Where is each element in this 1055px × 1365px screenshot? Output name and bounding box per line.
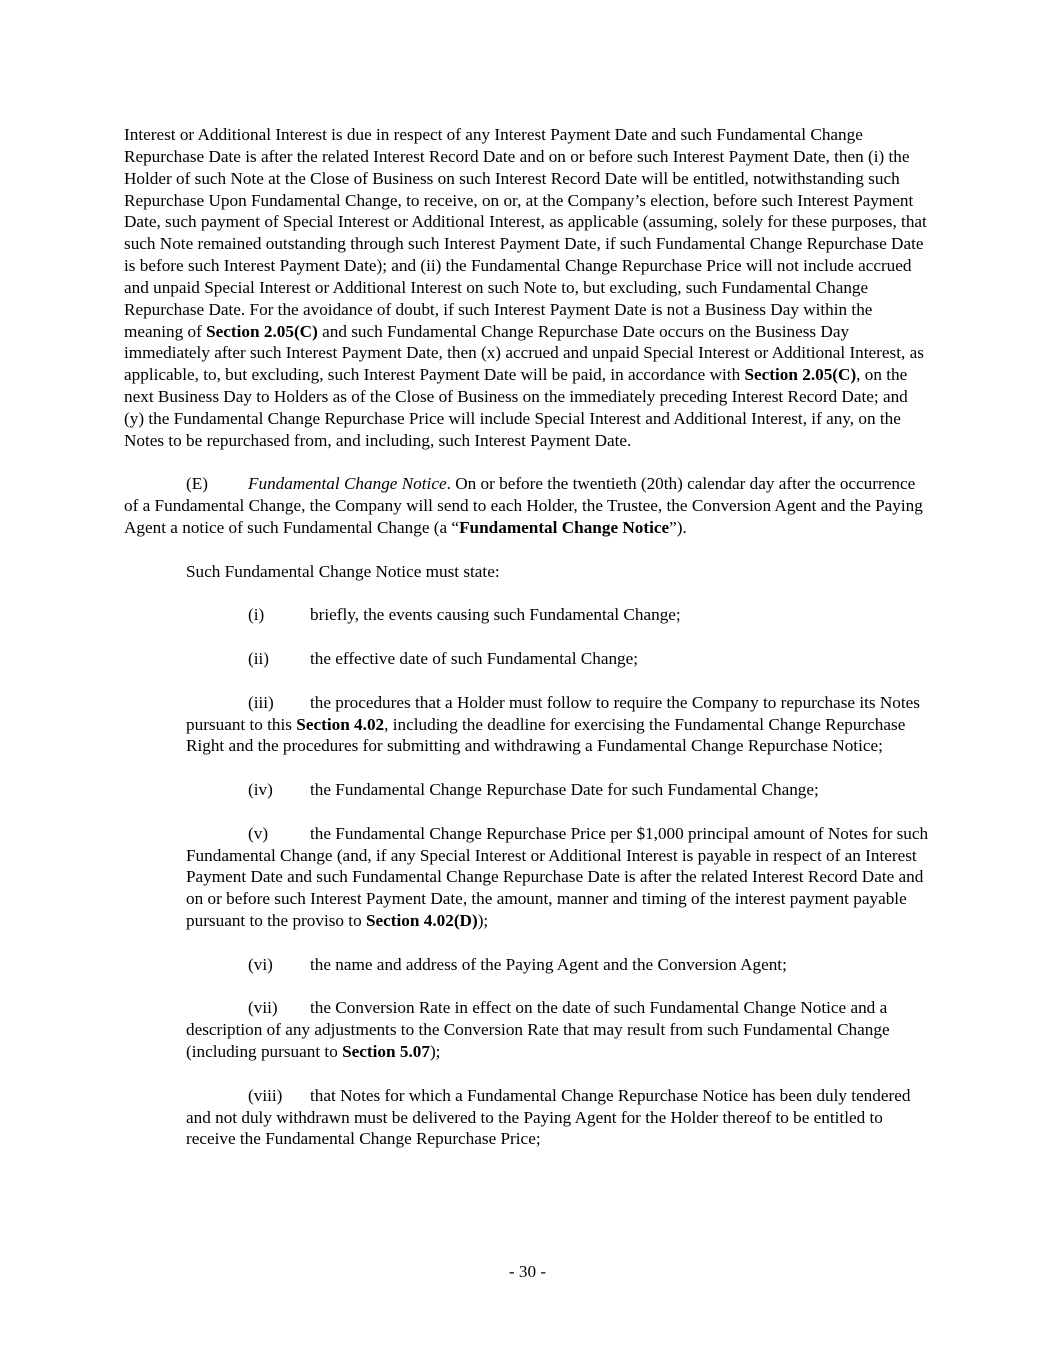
- paragraph-text: Interest or Additional Interest is due in respect of any Interest Payment Date and such Fundamental Change Repurchase Date is after the related Interest Record Date and on or before such Interest Payment Date, then (i) the Holder of such Note at the Close of Business on such Interest Record Date will be entitled, notwithstanding such Repurchase Upon Fundamental Change, to receive, on or, at the Company’s election, before such Interest Payment Date, such payment of Special Interest or Additional Interest, as applicable (assuming, solely for these purposes, that such Note remained outstanding through such Interest Payment Date, if such Fundamental Change Repurchase Date is before such Interest Payment Date); and (ii) the Fundamental Change Repurchase Price will not include accrued and unpaid Special Interest or Additional Interest on such Note to, but excluding, such Fundamental Change Repurchase Date. For the avoidance of doubt, if such Interest Payment Date is not a Business Day within the meaning of: [124, 125, 927, 341]
- list-item-vi: [248, 954, 930, 976]
- section-reference: Section 2.05(C): [206, 321, 318, 341]
- item-text: the Fundamental Change Repurchase Date for such Fundamental Change;: [310, 780, 819, 800]
- defined-term: Fundamental Change Notice: [459, 518, 670, 538]
- notice-intro: Such Fundamental Change Notice must state:: [186, 561, 500, 581]
- item-number: (ii): [248, 649, 269, 669]
- list-item-ii: [248, 648, 930, 670]
- section-e-paragraph: [124, 473, 930, 539]
- item-text: , including the deadline for exercising the Fundamental Change Repurchase Right and the procedures for submitting and withdrawing a Fundamental Change Repurchase Notice;: [186, 714, 906, 756]
- item-number: (i): [248, 605, 265, 625]
- continuation-paragraph: [124, 124, 930, 452]
- paragraph-text: ”).: [669, 518, 687, 538]
- item-number: (viii): [248, 1085, 283, 1105]
- item-number: (vi): [248, 954, 273, 974]
- section-heading: Fundamental Change Notice: [248, 474, 447, 494]
- item-text: );: [477, 911, 489, 931]
- item-text: );: [429, 1042, 441, 1062]
- item-text: the Conversion Rate in effect on the date of such Fundamental Change Notice and a description of any adjustments to the Conversion Rate that may result from such Fundamental Change (including pursuant to: [186, 998, 890, 1062]
- paragraph-text: , on the next Business Day to Holders as of the Close of Business on the immediately preceding Interest Record Date; and (y) the Fundamental Change Repurchase Price will include Special Interest and Additional Interest, if any, on the Notes to be repurchased from, and including, such Interest Payment Date.: [124, 365, 908, 450]
- document-page: [124, 124, 930, 1172]
- item-text: the effective date of such Fundamental Change;: [310, 649, 639, 669]
- section-reference: Section 5.07: [342, 1042, 430, 1062]
- item-number: (v): [248, 823, 269, 843]
- item-text: the procedures that a Holder must follow to require the Company to repurchase its Notes pursuant to this: [186, 692, 920, 734]
- paragraph-text: and such Fundamental Change Repurchase Date occurs on the Business Day immediately after such Interest Payment Date, then (x) accrued and unpaid Special Interest or Additional Interest, as applicable, to, but excluding, such Interest Payment Date will be paid, in accordance with: [124, 321, 924, 385]
- item-text: that Notes for which a Fundamental Change Repurchase Notice has been duly tendered and not duly withdrawn must be delivered to the Paying Agent for the Holder thereof to be entitled to receive the Fundamental Change Repurchase Price;: [186, 1085, 911, 1149]
- page-number: - 30 -: [508, 1262, 547, 1281]
- list-item-v: [186, 823, 930, 932]
- section-reference: Section 4.02(D): [365, 911, 478, 931]
- item-number: (iii): [248, 692, 274, 712]
- section-reference: Section 4.02: [296, 714, 385, 734]
- list-item-vii: [186, 997, 930, 1063]
- list-item-iv: [248, 779, 930, 801]
- item-text: briefly, the events causing such Fundamental Change;: [310, 605, 681, 625]
- list-item-viii: [186, 1085, 930, 1151]
- item-text: the name and address of the Paying Agent and the Conversion Agent;: [310, 954, 787, 974]
- list-item-iii: [186, 692, 930, 758]
- item-number: (iv): [248, 780, 273, 800]
- item-text: the Fundamental Change Repurchase Price per $1,000 principal amount of Notes for such Fundamental Change (and, if any Special Interest or Additional Interest is payable in respect of an Interest Payment Date and such Fundamental Change Repurchase Date is after the related Interest Record Date and on or before such Interest Payment Date, the amount, manner and timing of the interest payment payable pursuant to the proviso to: [186, 823, 929, 931]
- paragraph-text: . On or before the twentieth (20th) calendar day after the occurrence of a Fundamental Change, the Company will send to each Holder, the Trustee, the Conversion Agent and the Paying Agent a notice of such Fundamental Change (a “: [124, 474, 923, 538]
- section-reference: Section 2.05(C): [744, 365, 857, 385]
- section-number: (E): [186, 474, 208, 494]
- list-item-i: [248, 604, 930, 626]
- item-number: (vii): [248, 998, 278, 1018]
